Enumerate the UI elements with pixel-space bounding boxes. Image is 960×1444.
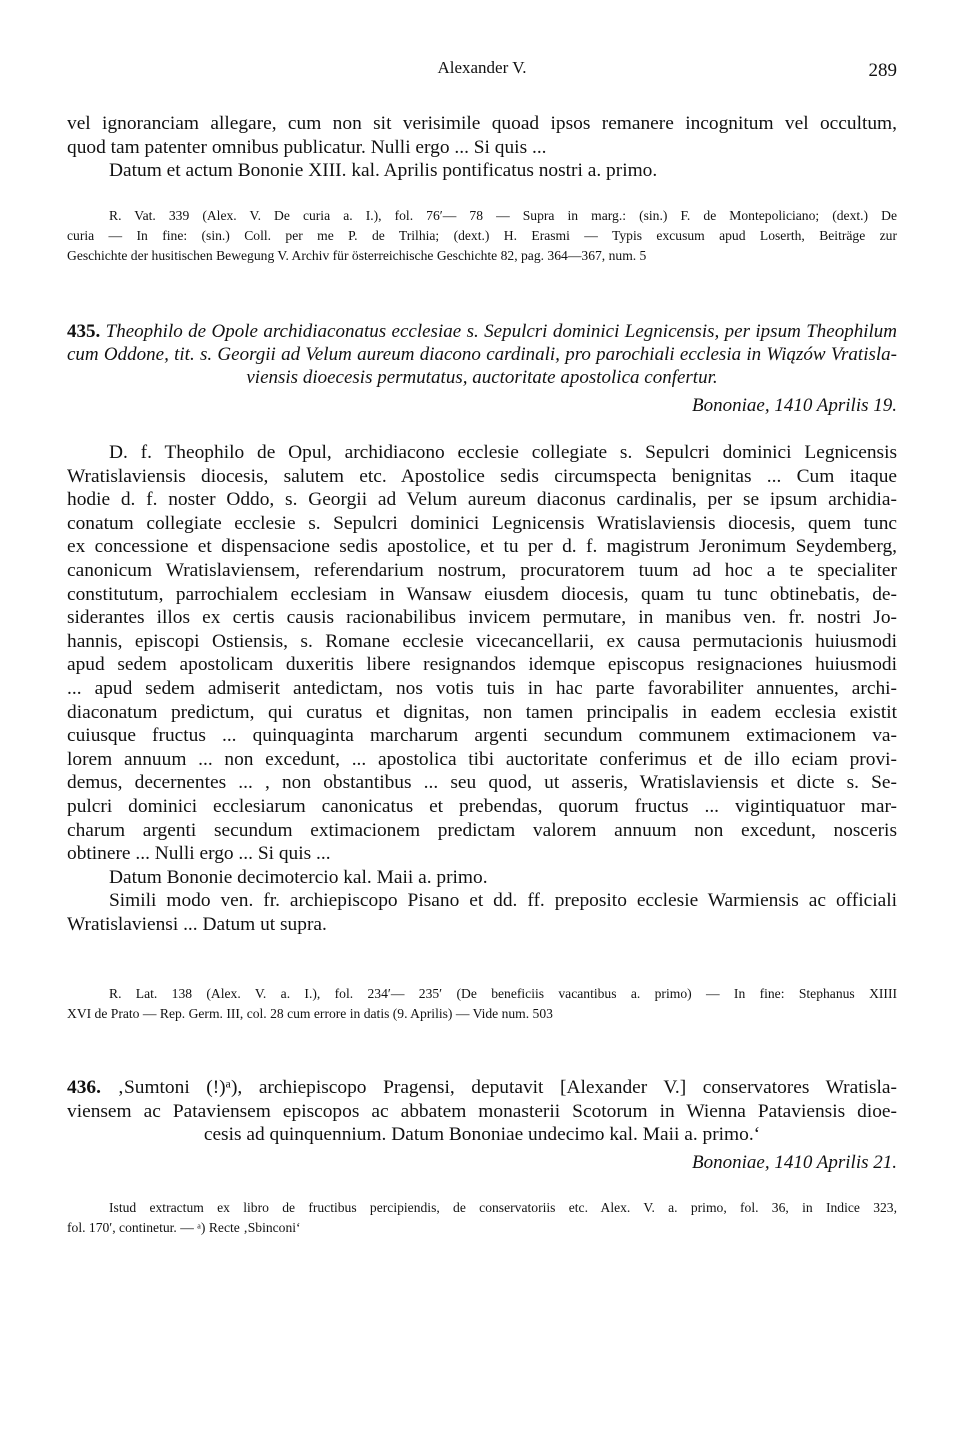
text-line: ... apud sedem admiserit antedictam, nos votis tuis in hac parte favorabiliter annuentes, archi- (67, 677, 897, 699)
note-line: Geschichte der husitischen Bewegung V. Archiv für österreichische Geschichte 82, pag. 364—367, num. 5 (67, 248, 647, 263)
text-line: hodie d. f. noster Oddo, s. Georgii ad Velum aureum diaconus cardinalis, per se ipsum archidia- (67, 489, 897, 511)
text-line: Wratislaviensis diocesis, salutem etc. Apostolice sedis circumspecta benignitas ... Cum itaque (67, 465, 897, 487)
text-line: diaconatum predictum, qui curatus et dignitas, non tamen principalis in eadem ecclesia existit (67, 701, 897, 723)
text-line: quod tam patenter omnibus publicatur. Nulli ergo ... Si quis ... (67, 136, 547, 158)
note-line: fol. 170′, continetur. — ᵃ) Recte ‚Sbinconi‘ (67, 1220, 301, 1235)
entry-435-body (67, 441, 897, 936)
note-line: R. Lat. 138 (Alex. V. a. I.), fol. 234′— 235′ (De beneficiis vacantibus a. primo) — In fine: Stephanus XIIII (109, 986, 897, 1001)
opening-paragraph (67, 112, 897, 183)
note-line: Istud extractum ex libro de fructibus percipiendis, de conservatoriis etc. Alex. V. a. primo, fol. 36, in Indice 323, (109, 1200, 897, 1215)
text-line: ex concessione et dispensacione sedis apostolice, et tu per d. f. magistrum Jeronimum Seydemberg, (67, 536, 897, 558)
entry-number: 436. (67, 1077, 101, 1098)
text-line: demus, decernentes ... , non obstantibus ... seu quod, ut asseris, Wratislaviensis et dicte s. Se- (67, 772, 897, 794)
running-title: Alexander V. (437, 58, 527, 77)
text-line: lorem annuum ... non excedunt, ... apostolica tibi auctoritate conferimus et de illo eciam provi- (67, 748, 897, 770)
place-date: Bononiae, 1410 Aprilis 19. (692, 395, 897, 416)
text-line: constitutum, parrochialem ecclesiam in Wansaw eiusdem diocesis, quam tu tunc obtinebatis, de- (67, 583, 897, 605)
entry-436-regest (67, 1076, 897, 1147)
text-line: vel ignoranciam allegare, cum non sit verisimile quoad ipsos remanere incognitum vel occultum, (67, 113, 897, 134)
datum-line: Datum et actum Bononie XIII. kal. Aprilis pontificatus nostri a. primo. (109, 160, 658, 182)
text-line: apud sedem apostolicam duxeritis libere resignandos idemque episcopus resignaciones huiusmodi (67, 654, 897, 676)
text-line: Simili modo ven. fr. archiepiscopo Pisano et dd. ff. preposito ecclesie Warmiensis ac officiali (109, 890, 897, 912)
page-header (67, 56, 897, 86)
text-line: cesis ad quinquennium. Datum Bononiae undecimo kal. Maii a. primo.‘ (203, 1124, 761, 1146)
apparatus-note (67, 984, 897, 1024)
text-line: cuiusque fructus ... quinquaginta marcharum argenti secundum communem extimacionem va- (67, 725, 897, 747)
page-number: 289 (868, 60, 897, 81)
text-line: pulcri dominici ecclesiarum canonicatus et prebendas, quorum fructus ... vigintiquatuor mar- (67, 795, 897, 817)
note-line: R. Vat. 339 (Alex. V. De curia a. I.), fol. 76′— 78 — Supra in marg.: (sin.) F. de Montepoliciano; (dext.) De (109, 208, 897, 223)
regest-line: cum Oddone, tit. s. Georgii ad Velum aureum diacono cardinali, pro parochiali ecclesia in Wiązów Vratisla- (67, 344, 897, 365)
note-line: XVI de Prato — Rep. Germ. III, col. 28 cum errore in datis (9. Aprilis) — Vide num. 503 (67, 1006, 553, 1021)
entry-number: 435. (67, 321, 101, 342)
text-line: siderantes illos ex certis causis racionabilibus invicem permutare, in manibus ven. fr. nostri Jo- (67, 607, 897, 629)
text-line: hannis, episcopi Ostiensis, s. Romane ecclesie vicecancellarii, ex causa permutacionis huiusmodi (67, 630, 897, 652)
regest-line: viensis dioecesis permutatus, auctoritate apostolica confertur. (246, 367, 718, 388)
entry-435-regest (67, 320, 897, 389)
text-line: obtinere ... Nulli ergo ... Si quis ... (67, 843, 331, 865)
text-line: D. f. Theophilo de Opul, archidiacono ecclesie collegiate s. Sepulcri dominici Legnicensis (109, 442, 897, 463)
text-line: viensem ac Pataviensem episcopos ac abbatem monasterii Scotorum in Wienna Pataviensis dioe- (67, 1100, 897, 1122)
datum-line: Datum Bononie decimotercio kal. Maii a. primo. (109, 866, 488, 888)
text-line: Wratislaviensi ... Datum ut supra. (67, 913, 327, 935)
regest-line: Theophilo de Opole archidiaconatus ecclesiae s. Sepulcri dominici Legnicensis, per ipsum Theophilum (105, 321, 897, 342)
place-date: Bononiae, 1410 Aprilis 21. (692, 1152, 897, 1173)
text-line: ‚Sumtoni (!)ᵃ), archiepiscopo Pragensi, deputavit [Alexander V.] conservatores Wratisla- (117, 1077, 897, 1098)
text-line: canonicum Wratislaviensem, referendarium nostrum, procuratorem tuum ad hoc a te specialiter (67, 559, 897, 581)
apparatus-note (67, 206, 897, 266)
text-line: conatum collegiate ecclesie s. Sepulcri dominici Legnicensis Wratislaviensis diocesis, quem tunc (67, 512, 897, 534)
text-line: charum argenti secundum extimacionem predictam valorem annuum non excedunt, nosceris (67, 819, 897, 841)
note-line: curia — In fine: (sin.) Coll. per me P. de Trilhia; (dext.) H. Erasmi — Typis excusum apud Loserth, Beiträge zur (67, 228, 897, 243)
apparatus-note (67, 1198, 897, 1238)
